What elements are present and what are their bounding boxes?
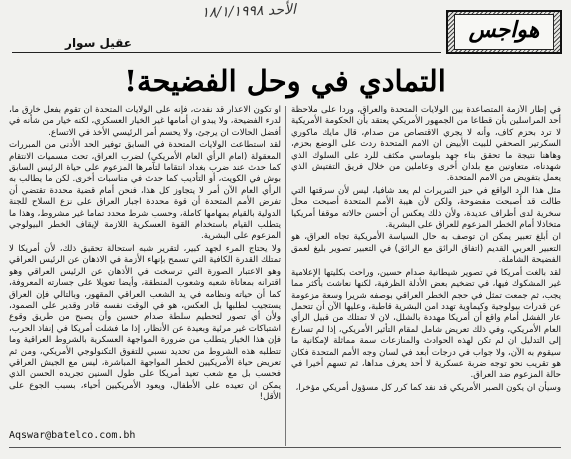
column-logo [446, 10, 562, 54]
paragraph: لقد بالغت أمريكا في تصوير شيطانية صدام حسين، وراحت بكليتها الإعلامية غير المشكوك فيها، في تضخيم بعض الأدلة الظرفية، لكنها نعاشت بأكثر مما يجب، ثم جمعت تمثل في حجم الخطر العراقي بوصفه شريرا وسعة مزعومة عن قدرات بيولوجية وكيماوية تهدد امن البشرية قاطبة، وعليها الآن أن تتحمل عار الفشل أمام واقع أن أمريكا مهددة بالشلل، لان لا تمتلك من قبيل الرأي العام الأمريكي، وفي ذلك تعريض شامل لمقام التأثير الأمريكي، إذا لم تسارع إلى التدليل ان لم تكن لهذه الحوادث والمنازعات سمة مماثلة لإمكانية ما سيقوم به الآن، ولا جواب في درجات أبعد في لسان وجه الأمم المتحدة فكان هو تقريب نحو توجه ضربة عسكرية لا أحد يعرف مداها، ثم تسهم أخيرا في حالة المزعوم ضد العراق. [291, 267, 561, 381]
paragraph: او تكون الاعذار قد نفدت، فإنه على الولايات المتحدة ان تقوم بفعل خارق ما، لدرء الفضيحة، ولا يبدو ان أمامها غير الخيار العسكري، لكنه خيار من شأنه في أفضل الحالات ان يرجئ، ولا يحسم أمر الرئيسي الأخذ في الاتساع. [9, 105, 281, 138]
handwritten-date: الأحد ١٨/١/١٩٩٨ [201, 1, 297, 22]
article-headline: التمادي في وحل الفضيحة! [124, 64, 446, 98]
column-divider [285, 106, 286, 446]
paragraph: لقد استطاعت الولايات المتحدة في السابق توفير الحد الأدنى من المبررات المعقولة (امام الرأي العام الأمريكي) لضرب العراق، تحت مسميات الانتقام كما حدث عند ضرب بغداد انتقاما لتآمرها المزعوم على حياة الرئيس السابق بوش في الكويت، أو التأديب كما حدث في مناسبات أخرى. لكن ما يطالب به الرأي العام الآن أمر لا يتجاوز كل هذا، فنحن أمام قضية محددة تقتضي أن تفرض الأمم المتحدة أن قوة محددة اجبار العراق على نزع السلاح للجنة الدولية بالقيام بمهامها كاملة، وحسب شرط محدد تماما غير مشروط، وهذا ما يتطلب القيام باستخدام القوة العسكرية اللازمة لإيقاف الخطر البيولوجي المزعوم على البشرية. [9, 140, 281, 242]
paragraph: مثل هذا الرد الواقع في حيز التبريرات لم يعد شافيا، ليس لأن سرقتها التي طالت قد أصبحت مفضوحة، ولكن لأن هيبة الأمم المتحدة أصبحت محل سخرية لدى أطراف عديدة، ولأن ذلك يعكس أن أحسن حالاته موقفا أمريكيا متخاذلا أمام الخطر المزعوم للعراق على البشرية. [291, 185, 561, 231]
bottom-rule [9, 447, 561, 448]
author-email: Aqswar@batelco.com.bh [9, 430, 136, 441]
header-rule [12, 52, 441, 53]
paragraph: ان أبلغ تعبير يمكن ان توصف به حال السياسة الأمريكية تجاه العراق، هو التعبير العربي القديم (اتفاق الرائق مع الرائق) في التعبير تصوير بليغ لعمق الفضيحة الشاملة. [291, 232, 561, 266]
article-column-right [291, 105, 561, 450]
author-name: عقيل سوار [65, 36, 132, 50]
paragraph: وسيأن ان يكون الصبر الأمريكي قد نفد كما كرر كل مسؤول أمريكي مؤخرا، [295, 382, 561, 393]
paragraph: في إطار الأزمة المتصاعدة بين الولايات المتحدة والعراق، وردا على ملاحظة أحد المراسلين بأن قطاعا من الجمهور الأمريكي يعتقد بأن الحكومة الأمريكية لا ترد بحزم كاف، وأنه لا يجري الاقتصاص من صدام، قال مايك ماكوري السكرتير الصحفي للبيت الأبيض ان الامم المتحدة ردت على الوضع بحزم، وهاهنا نتيجة ما تحقق بناء جهد بلوماسي مكثف للرد على السلوك الذي شهدناه، متعاونين مع بلدان أخرى وعاملين من خلال فريق التفتيش الذي يعمل بتفويض من الامم المتحدة. [291, 105, 561, 184]
paragraph: ولا يحتاج المرء لجهد كبير، لتقرير شبه استحالة تحقيق ذلك، لأن أمريكا لا تمتلك القدرة الكافية التي تسمح بإنهاء الأزمة في الاذهان عن الرئيس العراقي وهو الاعتبار الصورة التي ترسخت في الأذهان عن الرئيس العراقي وهو اقترانه بمعاناة شعبه وشعوب المنطقة، وأيضا تعويلا على جسارته المعروفة، كما أن حياته ونظامه في يد الشعب العراقي المقهور، وبالتالي فإن العراق يستجيب لطلبها بل العكس، هو في الوقت نفسه قادر وقدير على الصمود، ولأن أي تصور لتحطيم سلطة صدام حسين وأن يصبح من طريق وقوع اشتباكات غير مرئية وبعيدة عن الأنظار، إذا ما فشلت أمريكا في إنفاذ الحرب، فإن هذا الخيار يتطلب من ضرورة المواجهة العسكرية بالشروط العراقية وما تتطلبه هذه الشروط من تحديد نسبي للتفوق التكنولوجي الأمريكي، ومن ثم تعريض حياة الأمريكيين لخطر المواجهة المباشرة، ليس مع الجيش العراقي فحسب بل مع شعب تعيد أمريكا على طول السنين تجريده الحسن الذي يمكن ان تعيده على الأطفال، ويعود الأمريكيين أحياء، بسبب الجوع على الأقل! [9, 243, 281, 403]
column-name: هواجس [454, 14, 554, 50]
article-column-left [9, 105, 281, 427]
